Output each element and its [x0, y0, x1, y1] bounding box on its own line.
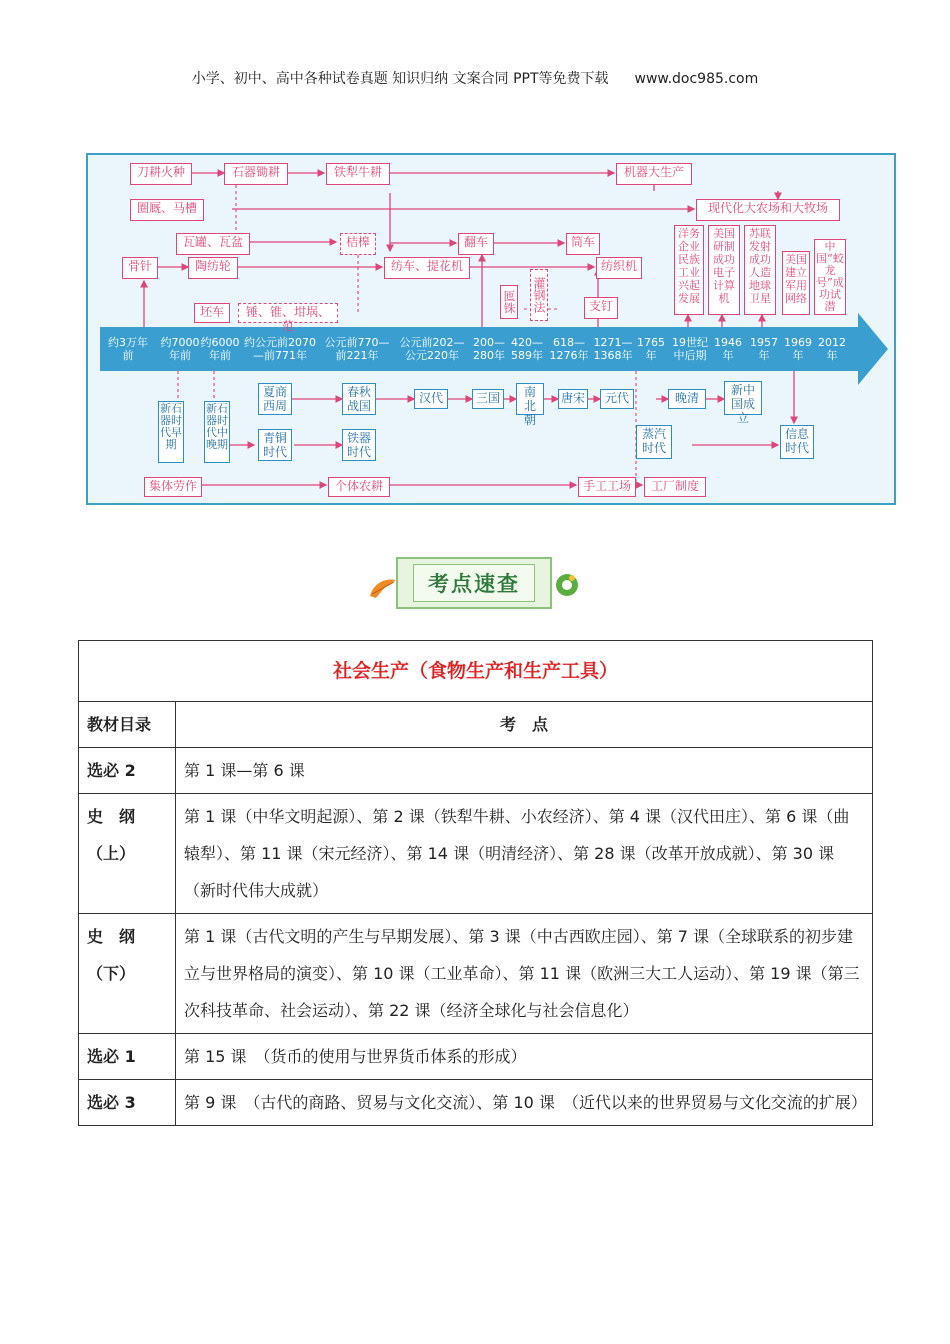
box-meiguo1: 美国研制成功电子计算机 [708, 225, 740, 315]
box-tieli: 铁犁牛耕 [326, 163, 390, 185]
row-content: 第 1 课（中华文明起源）、第 2 课（铁犁牛耕、小农经济）、第 4 课（汉代田庄）、第 6 课（曲辕犁）、第 11 课（宋元经济）、第 14 课（明清经济）、第 28 课（改革开放成就）、第 30 课（新时代伟大成就） [176, 794, 873, 914]
table-title: 社会生产（食物生产和生产工具） [79, 641, 873, 702]
tl-4: 约公元前2070—前771年 [244, 336, 316, 362]
box-pache: 坯车 [194, 303, 230, 323]
box-tangsong: 唐宋 [558, 389, 588, 409]
box-chuizhui: 锤、锥、坩埚、范 [238, 303, 338, 323]
box-jiegao: 桔槔 [340, 233, 376, 255]
tl-8: 420—589年 [511, 336, 543, 362]
tl-7: 200—280年 [473, 336, 505, 362]
leaf-icon [366, 572, 400, 600]
box-zhiding: 支钉 [584, 297, 618, 319]
box-shiqi: 石器锄耕 [224, 163, 288, 185]
knowledge-table [78, 640, 873, 1126]
section-badge [396, 557, 552, 609]
box-jiti: 集体劳作 [144, 477, 202, 497]
box-xiandai: 现代化大农场和大牧场 [696, 199, 840, 221]
tl-15: 1969年 [784, 336, 812, 362]
box-fanche: 翻车 [458, 233, 494, 255]
box-geti: 个体农耕 [328, 477, 390, 497]
tl-11: 1765年 [637, 336, 665, 362]
box-handai: 汉代 [414, 389, 448, 409]
row-content: 第 9 课 （古代的商路、贸易与文化交流）、第 10 课 （近代以来的世界贸易与文化交流的扩展） [176, 1080, 873, 1126]
box-sanguo: 三国 [472, 389, 504, 409]
tl-3: 约6000年前 [200, 336, 240, 362]
tl-1: 约3万年前 [108, 336, 148, 362]
row-content: 第 15 课 （货币的使用与世界货币体系的形成） [176, 1034, 873, 1080]
box-chunqiu: 春秋战国 [342, 383, 376, 415]
box-yiju: 匜铢 [500, 285, 518, 319]
box-sulian: 苏联发射成功人造地球卫星 [744, 225, 776, 315]
row-content: 第 1 课—第 6 课 [176, 748, 873, 794]
row-label: 选必 1 [79, 1034, 176, 1080]
tl-6: 公元前202—公元220年 [399, 336, 465, 362]
box-yuandai: 元代 [600, 389, 634, 409]
box-fangzhiji: 纺织机 [596, 257, 642, 279]
table-row [79, 914, 873, 1034]
box-meiguo2: 美国建立军用网络 [782, 251, 810, 315]
box-tieqi: 铁器时代 [342, 429, 376, 461]
page-header [0, 68, 950, 88]
tl-16: 2012年 [818, 336, 846, 362]
box-tongche: 筒车 [566, 233, 600, 255]
table-row [79, 748, 873, 794]
row-label: 史 纲（上） [79, 794, 176, 914]
col-header-points: 考 点 [176, 702, 873, 748]
row-label: 选必 3 [79, 1080, 176, 1126]
production-diagram [86, 153, 896, 505]
table-row [79, 1034, 873, 1080]
tl-9: 618—1276年 [549, 336, 589, 362]
row-label: 史 纲（下） [79, 914, 176, 1034]
box-qingtong: 青铜时代 [258, 429, 292, 461]
box-jiqi: 机器大生产 [616, 163, 692, 185]
col-header-catalog: 教材目录 [79, 702, 176, 748]
box-taofang: 陶纺轮 [188, 257, 238, 279]
header-url[interactable]: www.doc985.com [634, 71, 759, 87]
row-label: 选必 2 [79, 748, 176, 794]
clover-icon [554, 572, 580, 598]
tl-13: 1946年 [714, 336, 742, 362]
tl-12: 19世纪中后期 [672, 336, 708, 362]
box-guzhen: 骨针 [122, 257, 158, 279]
table-row [79, 1080, 873, 1126]
row-content: 第 1 课（古代文明的产生与早期发展）、第 3 课（中古西欧庄园）、第 7 课（全球联系的初步建立与世界格局的演变）、第 10 课（工业革命）、第 11 课（欧洲三大工人运动）、第 19 课（第三次科技革命、社会运动）、第 22 课（经济全球化与社会信息化） [176, 914, 873, 1034]
tl-5: 公元前770—前221年 [324, 336, 390, 362]
tl-10: 1271—1368年 [593, 336, 633, 362]
tl-2: 约7000年前 [160, 336, 200, 362]
box-fangche: 纺车、提花机 [384, 257, 470, 279]
box-zhengqi: 蒸汽时代 [636, 425, 672, 459]
box-guangang: 灌钢法 [530, 269, 548, 321]
box-xiashang: 夏商西周 [258, 383, 292, 415]
box-xinshi2: 新石器时代中晚期 [204, 401, 230, 463]
box-daogeng: 刀耕火种 [130, 163, 192, 185]
box-gongchang: 工厂制度 [644, 477, 706, 497]
box-quanjiu: 圈厩、马槽 [130, 199, 204, 221]
box-wanqing: 晚清 [668, 389, 706, 409]
box-nanbei: 南北朝 [516, 383, 544, 415]
box-shougong: 手工工场 [578, 477, 636, 497]
box-xinzhongguo: 新中国成立 [724, 381, 762, 415]
box-wagun: 瓦罐、瓦盆 [176, 233, 250, 255]
tl-14: 1957年 [750, 336, 778, 362]
box-xinxi: 信息时代 [780, 425, 814, 459]
box-zhongguo: 中国“蛟龙号”成功试潜 [814, 239, 846, 315]
box-yangwu: 洋务企业民族工业兴起发展 [674, 225, 704, 315]
box-xinshi1: 新石器时代早期 [158, 401, 184, 463]
badge-text: 考点速查 [413, 564, 535, 602]
table-row [79, 794, 873, 914]
header-text: 小学、初中、高中各种试卷真题 知识归纳 文案合同 PPT等免费下载 [191, 71, 609, 87]
